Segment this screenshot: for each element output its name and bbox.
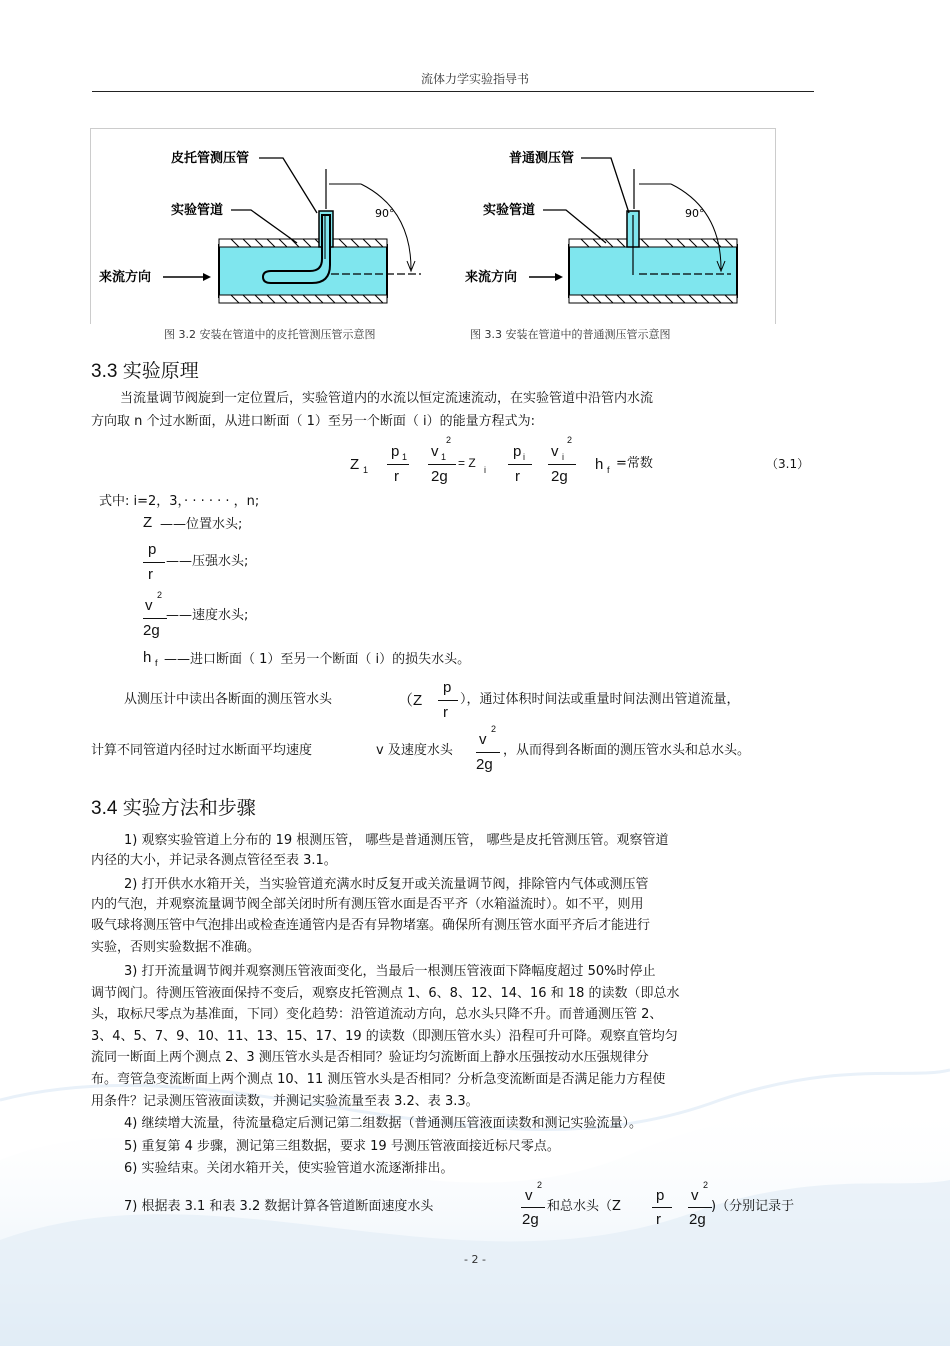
step-line: 5) 重复第 4 步骤，测记第三组数据，要求 19 号测压管液面接近标尺零点。 bbox=[124, 1139, 560, 1154]
figure-panel bbox=[90, 128, 776, 324]
pipe-diagrams bbox=[91, 129, 775, 324]
step-line: 3) 打开流量调节阀并观察测压管液面变化，当最后一根测压管液面下降幅度超过 50%时停止 bbox=[124, 964, 656, 979]
piezometer-label: 普通测压管 bbox=[509, 151, 575, 166]
angle-label-right: 90° bbox=[685, 207, 705, 220]
pipe-label-left: 实验管道 bbox=[171, 203, 224, 218]
paragraph-line: ，从而得到各断面的测压管水头和总水头。 bbox=[503, 743, 751, 758]
running-header: 流体力学实验指导书 bbox=[420, 72, 529, 86]
flow-label-left: 来流方向 bbox=[99, 270, 152, 285]
header-rule bbox=[92, 91, 814, 92]
math-p: p bbox=[443, 679, 452, 696]
section-title-3-3: 3.3 实验原理 bbox=[91, 361, 199, 382]
step-line: 用条件？记录测压管液面读数，并测记实验流量至表 3.2、表 3.3。 bbox=[91, 1094, 479, 1109]
paragraph-line: 当流量调节阀旋到一定位置后，实验管道内的水流以恒定流速流动，在实验管道中沿管内水流 bbox=[120, 391, 654, 406]
paragraph-line: 计算不同管道内径时过水断面平均速度 bbox=[91, 743, 313, 758]
step-line: 头，取标尺零点为基准面，下同）变化趋势：沿管道流动方向，总水头只降不升。而普通测压管 2、 bbox=[91, 1007, 663, 1022]
step-line: 内径的大小，并记录各测点管径至表 3.1。 bbox=[91, 853, 337, 868]
step-line: 3、4、5、7、9、10、11、13、15、17、19 的读数（即测压管水头）沿程可升可降。观察直管均匀 bbox=[91, 1029, 678, 1044]
caption-left: 图 3.2 安装在管道中的皮托管测压管示意图 bbox=[164, 328, 376, 341]
equation-number: （3.1） bbox=[766, 457, 810, 471]
math-2g: 2g bbox=[476, 756, 493, 773]
paragraph-line: 从测压计中读出各断面的测压管水头 bbox=[124, 692, 333, 707]
math-v: v bbox=[479, 731, 487, 748]
math-r: r bbox=[443, 704, 448, 721]
pipe-label-right: 实验管道 bbox=[483, 203, 536, 218]
piezometer-diagram bbox=[465, 150, 737, 303]
angle-label-left: 90° bbox=[375, 207, 395, 220]
pitot-tube-label: 皮托管测压管 bbox=[171, 151, 250, 166]
section-title-3-4: 3.4 实验方法和步骤 bbox=[91, 798, 256, 819]
math-z: （Z bbox=[398, 692, 423, 709]
flow-label-right: 来流方向 bbox=[465, 270, 518, 285]
page-number: - 2 - bbox=[464, 1253, 486, 1266]
pitot-diagram bbox=[99, 150, 421, 303]
where-line: 式中: i=2，3，· · · · · · ，n; bbox=[99, 494, 260, 509]
step-line: 实验，否则实验数据不准确。 bbox=[91, 940, 261, 955]
step-line: 内的气泡，并观察流量调节阀全部关闭时所有测压管水面是否平齐（水箱溢流时）。如不平，则用 bbox=[91, 897, 644, 912]
step-line: 布。弯管急变流断面上两个测点 10、11 测压管水头是否相同？分析急变流断面是否满足能力方程使 bbox=[91, 1072, 666, 1087]
step-line: 流同一断面上两个测点 2、3 测压管水头是否相同？验证均匀流断面上静水压强按动水压强规律分 bbox=[91, 1050, 649, 1065]
step-line: 4) 继续增大流量，待流量稳定后测记第二组数据（普通测压管液面读数和测记实验流量）。 bbox=[124, 1116, 642, 1131]
paragraph-line: ），通过体积时间法或重量时间法测出管道流量， bbox=[460, 692, 740, 707]
step-line: 6) 实验结束。关闭水箱开关，使实验管道水流逐渐排出。 bbox=[124, 1161, 454, 1176]
math-v: v 及速度水头 bbox=[376, 743, 453, 758]
step-line: 调节阀门。待测压管液面保持不变后，观察皮托管测点 1、6、8、12、14、16 和 18 的读数（即总水 bbox=[91, 986, 680, 1001]
step-line: 1) 观察实验管道上分布的 19 根测压管， 哪些是普通测压管， 哪些是皮托管测压管。观察管道 bbox=[124, 833, 669, 848]
paragraph-line: 方向取 n 个过水断面，从进口断面（ 1）至另一个断面（ i）的能量方程式为: bbox=[91, 414, 536, 429]
step-line: 吸气球将测压管中气泡排出或检查连通管内是否有异物堵塞。确保所有测压管水面平齐后才能进行 bbox=[91, 918, 651, 933]
step-line: 2) 打开供水水箱开关，当实验管道充满水时反复开或关流量调节阀，排除管内气体或测压管 bbox=[124, 877, 649, 892]
caption-right: 图 3.3 安装在管道中的普通测压管示意图 bbox=[470, 328, 671, 341]
